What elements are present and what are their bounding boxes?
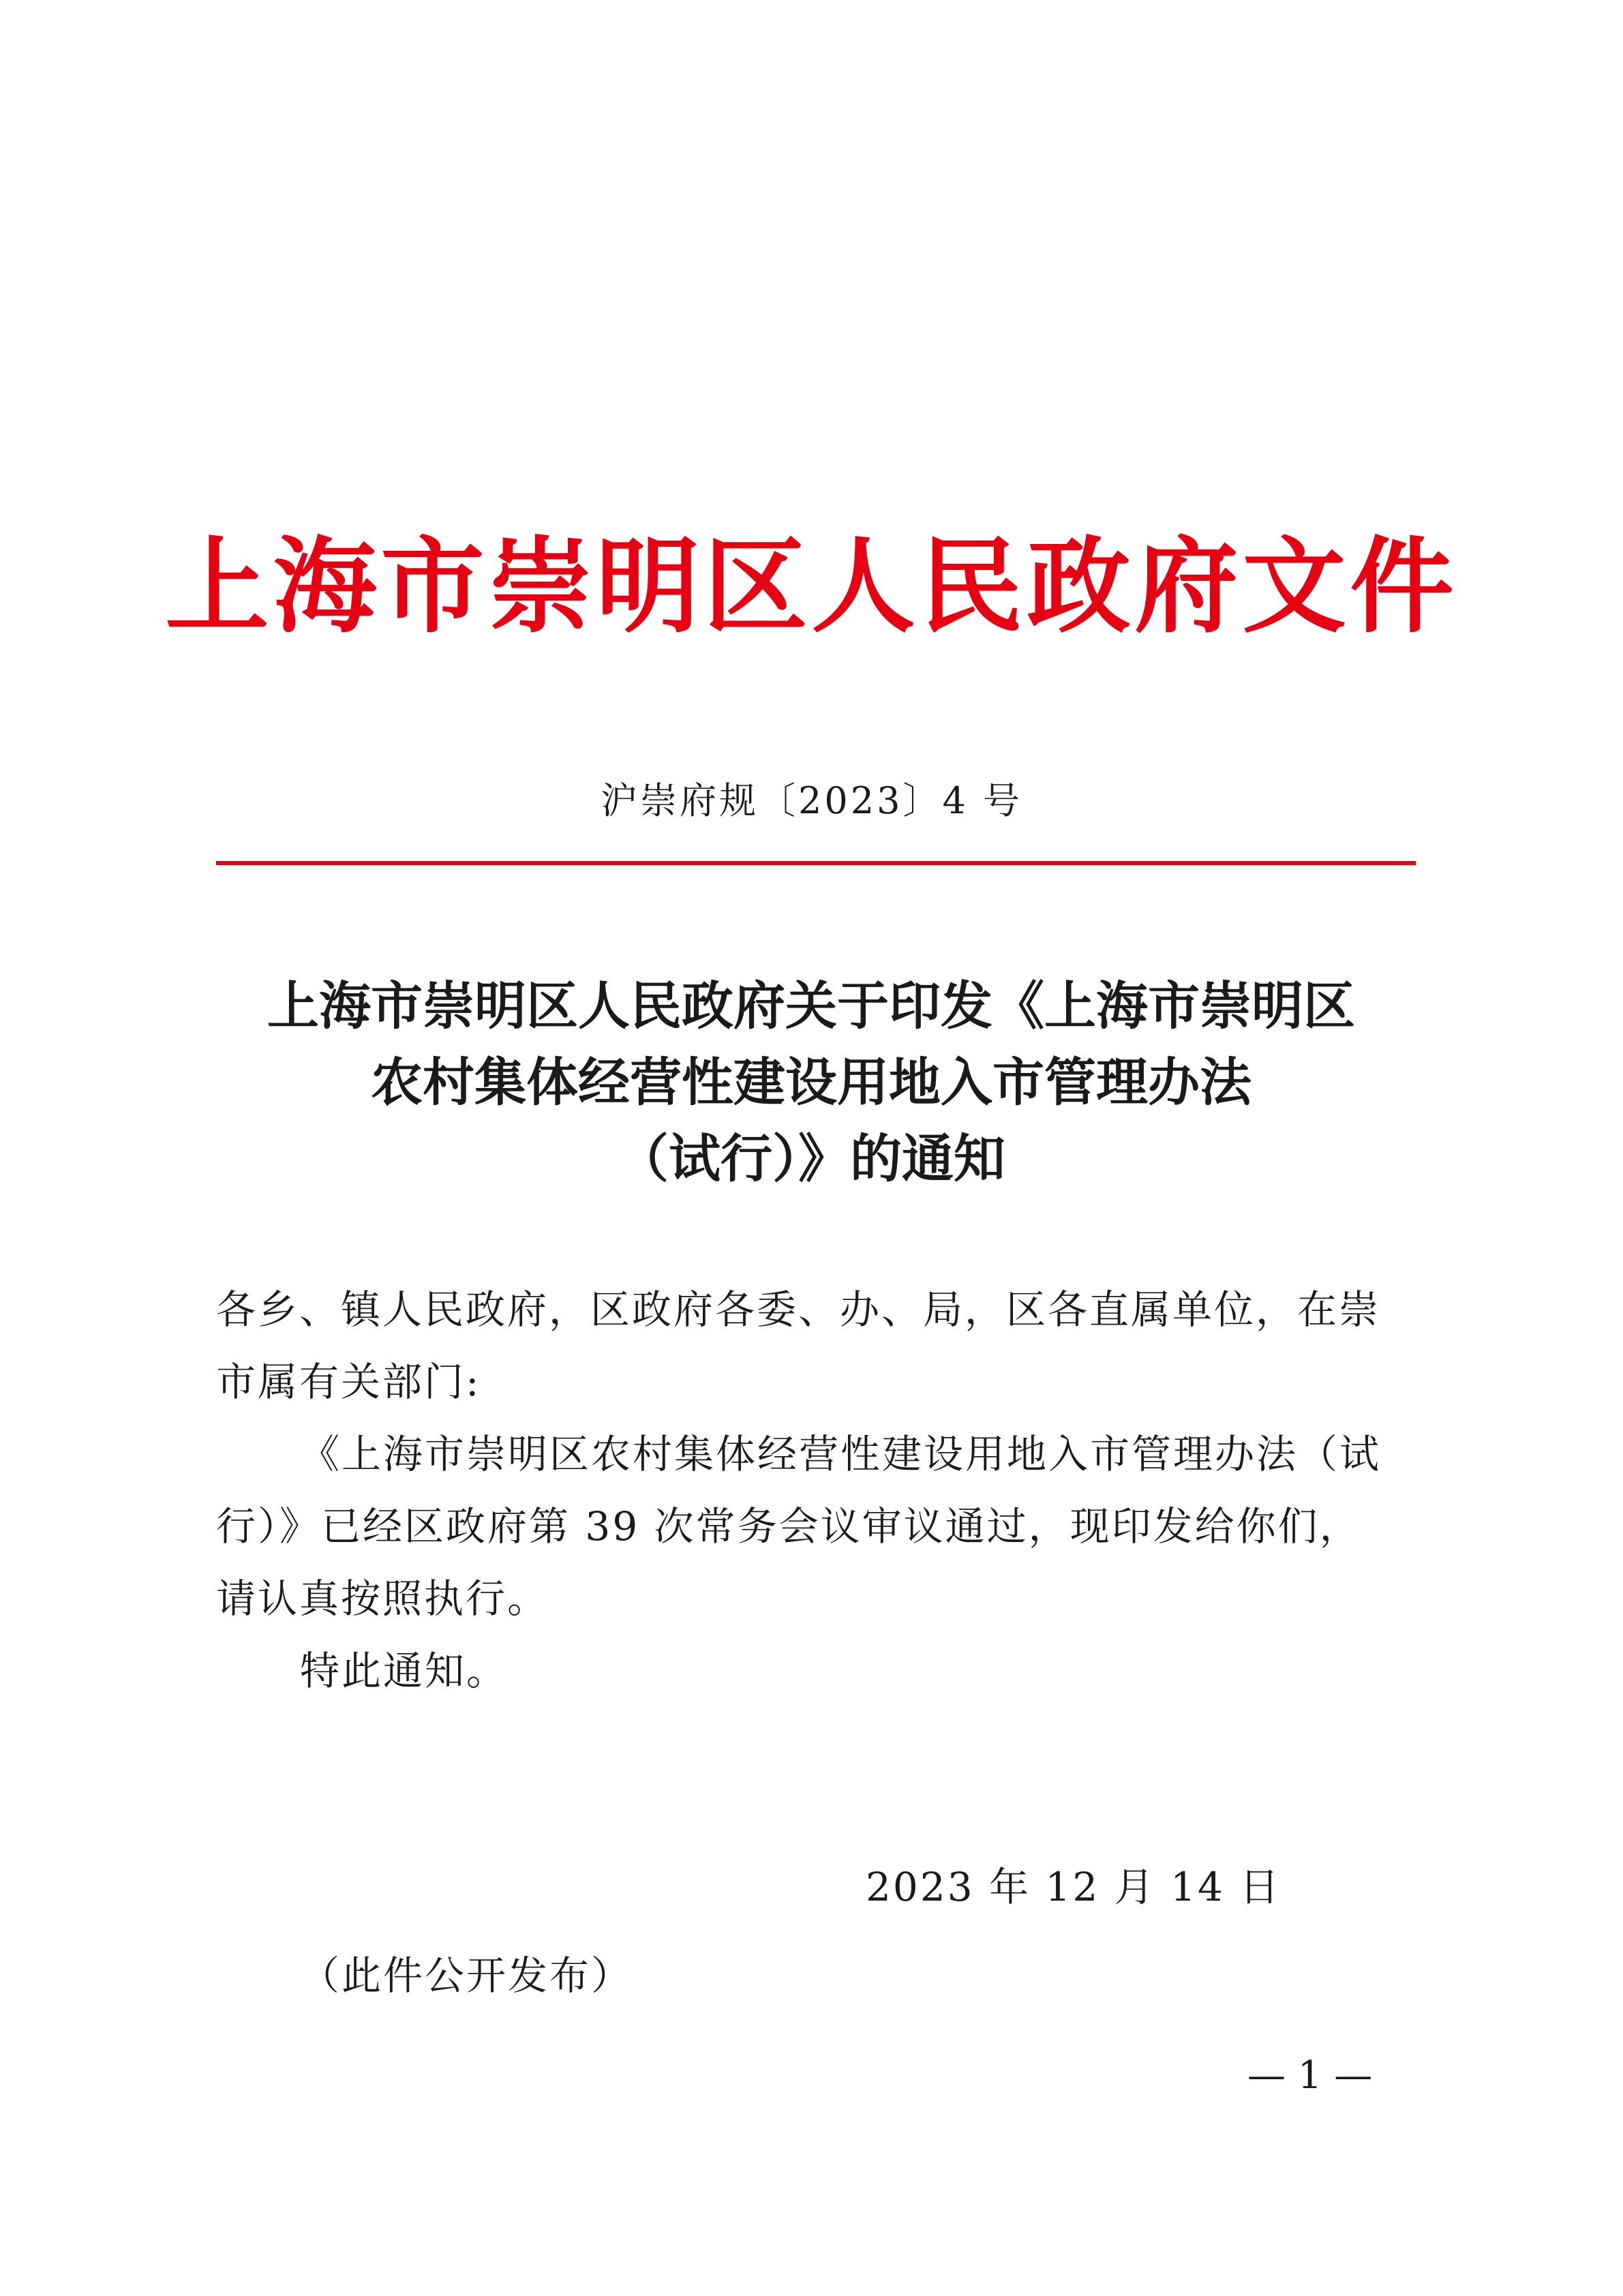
title-line: （试行）》的通知: [617, 1128, 1005, 1189]
title-line: 上海市崇明区人民政府关于印发《上海市崇明区: [267, 976, 1355, 1036]
document-masthead: 上海市崇明区人民政府文件: [165, 525, 1458, 647]
closing-line: 特此通知。: [300, 1648, 509, 1694]
title-line: 农村集体经营性建设用地入市管理办法: [371, 1052, 1252, 1113]
addressee-line: 市属有关部门:: [216, 1359, 481, 1405]
body-paragraph-line: 《上海市崇明区农村集体经营性建设用地入市管理办法（试: [300, 1431, 1382, 1477]
issue-date: 2023 年 12 月 14 日: [866, 1864, 1281, 1910]
red-divider-line: [216, 861, 1416, 865]
body-paragraph-line: 行）》已经区政府第 39 次常务会议审议通过，现印发给你们，: [216, 1503, 1361, 1550]
document-number: 沪崇府规〔2023〕4 号: [601, 779, 1022, 822]
document-title: [204, 968, 1418, 1197]
body-paragraph-line: 请认真按照执行。: [216, 1575, 549, 1622]
page-number: — 1 —: [1247, 2053, 1373, 2098]
disclosure-note: （此件公开发布）: [300, 1952, 633, 1999]
addressee-line: 各乡、镇人民政府，区政府各委、办、局，区各直属单位，在崇: [216, 1286, 1381, 1333]
